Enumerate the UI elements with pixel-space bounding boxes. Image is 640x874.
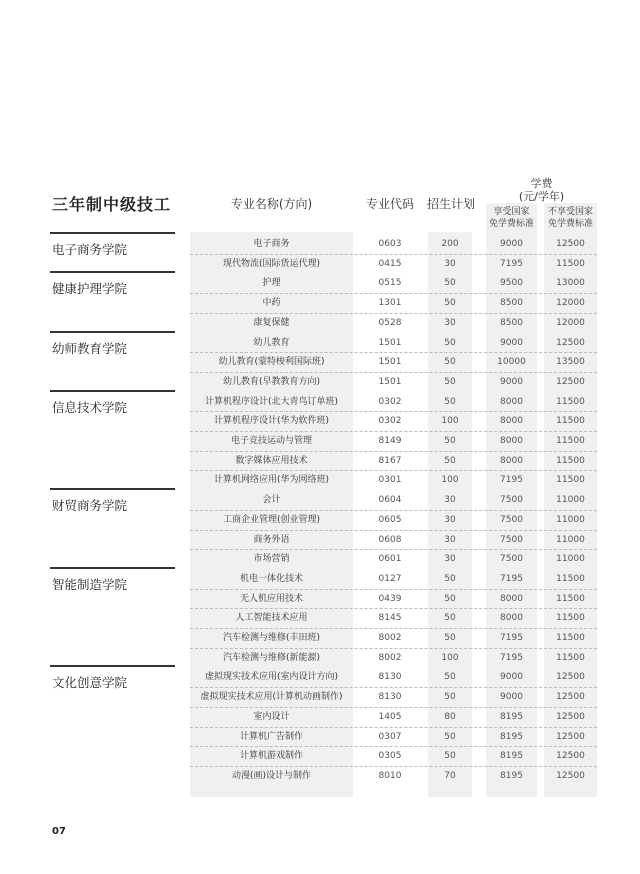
cell-code: 1501 [378, 337, 402, 348]
cell-major: 机电一体化技术 [239, 573, 303, 584]
cell-major: 计算机游戏制作 [239, 751, 303, 762]
cell-fee-nofree: 11000 [556, 514, 585, 525]
cell-plan: 50 [444, 376, 456, 387]
cell-fee-free: 7195 [500, 633, 523, 643]
college-divider [50, 271, 175, 273]
cell-fee-free: 8000 [500, 416, 523, 427]
cell-major: 会计 [262, 495, 281, 506]
cell-plan: 30 [444, 534, 456, 545]
cell-code: 0603 [378, 239, 402, 249]
college-name: 信息技术学院 [52, 399, 128, 415]
college-divider [50, 390, 175, 392]
college-name: 幼师教育学院 [52, 340, 128, 356]
cell-fee-nofree: 12500 [556, 239, 585, 249]
cell-major: 幼儿教育 [253, 337, 290, 348]
cell-code: 0302 [378, 416, 402, 427]
cell-code: 8130 [378, 692, 402, 703]
cell-fee-free: 7195 [500, 475, 523, 486]
cell-major: 人工智能技术应用 [235, 613, 308, 624]
cell-fee-free: 7195 [500, 652, 523, 663]
cell-fee-nofree: 12000 [556, 298, 585, 309]
cell-code: 8010 [378, 770, 402, 781]
header-fee-unit: (元/学年) [518, 190, 565, 203]
cell-plan: 70 [444, 770, 456, 781]
cell-fee-free: 8000 [500, 436, 523, 446]
cell-major: 汽车检测与维修(丰田班) [222, 633, 321, 643]
cell-major: 虚拟现实技术应用(计算机动画制作) [200, 692, 343, 703]
cell-fee-nofree: 11500 [556, 475, 585, 486]
cell-fee-nofree: 12500 [556, 770, 585, 781]
header-fee-nofree-line2: 免学费标准 [547, 219, 593, 229]
header-fee-free-line1: 享受国家 [493, 207, 530, 217]
cell-code: 8130 [378, 672, 402, 683]
cell-code: 8167 [378, 455, 402, 466]
cell-code: 0307 [378, 731, 402, 742]
cell-fee-free: 9000 [500, 672, 523, 683]
cell-fee-free: 8500 [500, 298, 523, 309]
cell-fee-free: 8195 [500, 751, 523, 762]
college-name: 文化创意学院 [52, 675, 128, 691]
cell-plan: 50 [444, 455, 456, 466]
cell-fee-nofree: 12500 [556, 731, 585, 742]
cell-plan: 100 [441, 475, 459, 486]
cell-major: 护理 [262, 278, 281, 289]
cell-major: 虚拟现实技术应用(室内设计方向) [204, 672, 339, 683]
cell-major: 计算机广告制作 [239, 731, 303, 742]
cell-fee-nofree: 11000 [556, 554, 585, 565]
cell-fee-nofree: 11500 [556, 633, 585, 643]
cell-code: 0439 [378, 593, 402, 604]
cell-plan: 100 [441, 652, 459, 663]
cell-major: 商务外语 [253, 534, 290, 545]
cell-fee-free: 7500 [500, 495, 523, 506]
cell-fee-free: 8195 [500, 711, 523, 722]
cell-fee-nofree: 13500 [556, 357, 585, 368]
cell-code: 1405 [378, 711, 402, 722]
college-divider [50, 665, 175, 667]
cell-major: 室内设计 [253, 711, 290, 722]
cell-major: 幼儿教育(早教教育方向) [222, 376, 321, 387]
cell-code: 0604 [378, 495, 402, 506]
cell-code: 0305 [378, 751, 402, 762]
cell-plan: 50 [444, 731, 456, 742]
cell-fee-nofree: 11500 [556, 455, 585, 466]
cell-fee-free: 9500 [500, 278, 523, 289]
cell-major: 数字媒体应用技术 [235, 455, 308, 466]
cell-fee-nofree: 13000 [556, 278, 585, 289]
cell-code: 8149 [378, 436, 402, 446]
cell-code: 0302 [378, 396, 402, 407]
cell-fee-nofree: 11500 [556, 416, 585, 427]
cell-code: 1301 [378, 298, 402, 309]
cell-fee-free: 7500 [500, 514, 523, 525]
cell-fee-free: 9000 [500, 239, 523, 249]
cell-major: 计算机程序设计(华为软件班) [213, 416, 330, 427]
cell-plan: 50 [444, 396, 456, 407]
cell-fee-nofree: 12500 [556, 337, 585, 348]
cell-plan: 30 [444, 514, 456, 525]
cell-plan: 50 [444, 278, 456, 289]
cell-code: 0605 [378, 514, 402, 525]
cell-code: 8145 [378, 613, 402, 624]
cell-code: 8002 [378, 633, 402, 643]
header-fee-free-line2: 免学费标准 [488, 219, 534, 229]
cell-fee-free: 8000 [500, 455, 523, 466]
cell-major: 工商企业管理(创业管理) [222, 514, 321, 525]
cell-fee-nofree: 11000 [556, 495, 585, 506]
college-divider [50, 331, 175, 333]
cell-fee-free: 8500 [500, 317, 523, 328]
cell-code: 0515 [378, 278, 402, 289]
cell-major: 中药 [262, 298, 281, 309]
cell-plan: 50 [444, 613, 456, 624]
cell-code: 0415 [378, 258, 402, 269]
cell-plan: 50 [444, 672, 456, 683]
college-divider [50, 488, 175, 490]
header-plan: 招生计划 [426, 197, 475, 211]
cell-code: 0301 [378, 475, 402, 486]
cell-fee-nofree: 11500 [556, 613, 585, 624]
cell-fee-free: 9000 [500, 692, 523, 703]
cell-plan: 80 [444, 711, 456, 722]
cell-fee-free: 7195 [500, 573, 523, 584]
cell-plan: 50 [444, 298, 456, 309]
cell-code: 0528 [378, 317, 402, 328]
college-name: 智能制造学院 [52, 576, 128, 592]
cell-code: 8002 [378, 652, 402, 663]
college-divider [50, 567, 175, 569]
cell-fee-nofree: 11500 [556, 258, 585, 269]
cell-fee-free: 7195 [500, 258, 523, 269]
college-divider [50, 232, 175, 234]
page-title: 三年制中级技工 [52, 195, 172, 214]
cell-code: 0601 [378, 554, 402, 565]
cell-fee-nofree: 11500 [556, 573, 585, 584]
cell-major: 动漫(画)设计与制作 [231, 770, 312, 781]
cell-plan: 50 [444, 337, 456, 348]
cell-fee-nofree: 11500 [556, 593, 585, 604]
cell-fee-free: 8000 [500, 593, 523, 604]
cell-fee-nofree: 11500 [556, 436, 585, 446]
header-fee-free [486, 206, 537, 230]
cell-fee-nofree: 12500 [556, 751, 585, 762]
cell-plan: 50 [444, 436, 456, 446]
cell-code: 0127 [378, 573, 402, 584]
cell-plan: 50 [444, 633, 456, 643]
cell-plan: 30 [444, 317, 456, 328]
header-major: 专业名称(方向) [230, 197, 313, 211]
cell-fee-free: 8195 [500, 770, 523, 781]
cell-plan: 30 [444, 554, 456, 565]
cell-plan: 100 [441, 416, 459, 427]
cell-major: 无人机应用技术 [239, 593, 303, 604]
cell-fee-nofree: 11500 [556, 396, 585, 407]
cell-fee-free: 9000 [500, 376, 523, 387]
cell-fee-nofree: 11500 [556, 652, 585, 663]
header-fee: 学费 [530, 177, 553, 190]
cell-plan: 30 [444, 495, 456, 506]
cell-fee-free: 7500 [500, 554, 523, 565]
cell-code: 1501 [378, 376, 402, 387]
header-fee-nofree-line1: 不享受国家 [547, 207, 593, 217]
cell-code: 0608 [378, 534, 402, 545]
cell-major: 市场营销 [253, 554, 290, 565]
college-name: 财贸商务学院 [52, 498, 128, 514]
cell-fee-nofree: 12500 [556, 376, 585, 387]
cell-plan: 50 [444, 357, 456, 368]
cell-plan: 50 [444, 751, 456, 762]
cell-fee-free: 8000 [500, 396, 523, 407]
cell-major: 现代物流(国际货运代理) [222, 258, 321, 269]
college-name: 健康护理学院 [52, 281, 128, 297]
cell-fee-free: 10000 [497, 357, 526, 368]
cell-major: 电子商务 [253, 239, 290, 249]
college-name: 电子商务学院 [52, 242, 128, 257]
cell-fee-nofree: 12500 [556, 672, 585, 683]
cell-major: 幼儿教育(蒙特梭利国际班) [218, 357, 325, 368]
page-number: 07 [52, 826, 66, 837]
cell-fee-nofree: 12000 [556, 317, 585, 328]
cell-fee-free: 8000 [500, 613, 523, 624]
cell-fee-nofree: 11000 [556, 534, 585, 545]
cell-code: 1501 [378, 357, 402, 368]
cell-plan: 50 [444, 573, 456, 584]
cell-major: 汽车检测与维修(新能源) [222, 652, 321, 663]
cell-fee-nofree: 12500 [556, 711, 585, 722]
header-fee-nofree [544, 206, 597, 230]
cell-fee-nofree: 12500 [556, 692, 585, 703]
cell-plan: 200 [441, 239, 459, 249]
cell-major: 计算机程序设计(北大青鸟订单班) [204, 396, 339, 407]
cell-fee-free: 7500 [500, 534, 523, 545]
cell-fee-free: 8195 [500, 731, 523, 742]
cell-plan: 30 [444, 258, 456, 269]
cell-plan: 50 [444, 692, 456, 703]
cell-major: 电子竞技运动与管理 [230, 436, 312, 446]
cell-plan: 50 [444, 593, 456, 604]
cell-major: 计算机网络应用(华为网络班) [213, 475, 330, 486]
header-code: 专业代码 [365, 197, 414, 211]
cell-major: 康复保健 [253, 317, 290, 328]
cell-fee-free: 9000 [500, 337, 523, 348]
